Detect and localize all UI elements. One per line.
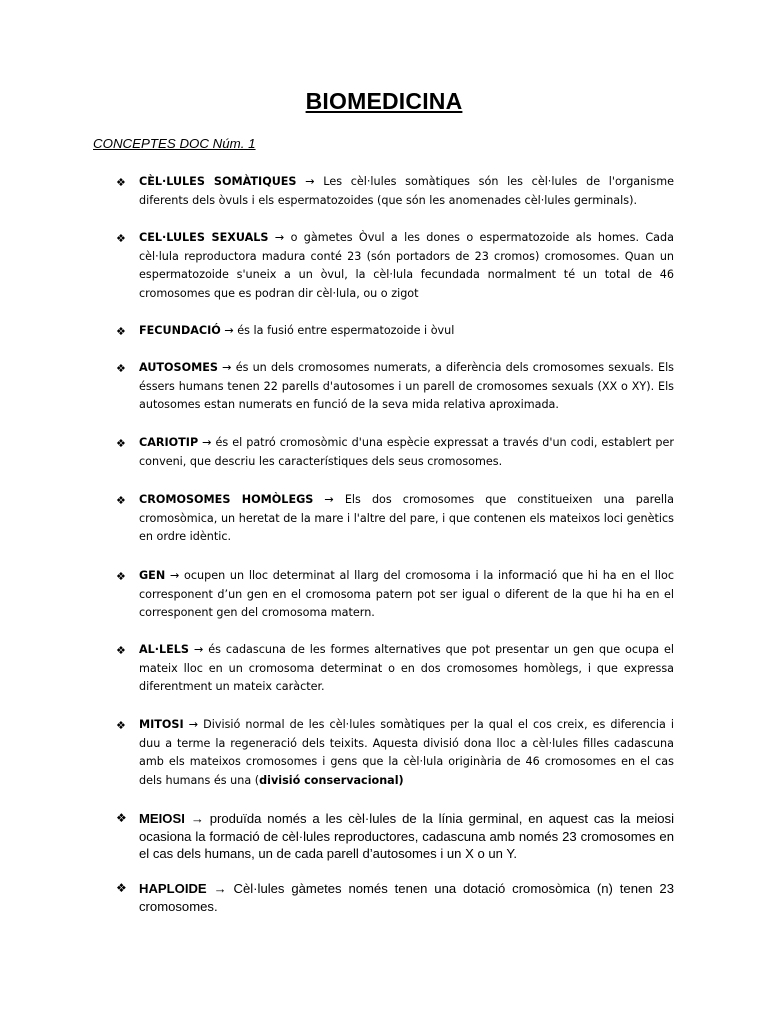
arrow-icon: → [213, 881, 227, 896]
definition-entry-cromosomes-homolegs [116, 491, 674, 547]
definition-text [139, 641, 674, 697]
term-label: AL·LELS [139, 643, 189, 656]
term-label: GEN [139, 569, 166, 582]
arrow-icon: → [190, 811, 204, 826]
definition-body: produïda només a les cèl·lules de la línia germinal, en aquest cas la meiosi ocasiona la formació de cèl·lules reproductores, cadascuna amb només 23 cromosomes en el cas dels humans, un de cada parell d’autosomes i un X o un Y. [139, 811, 674, 861]
term-label: CROMOSOMES HOMÒLEGS [139, 493, 314, 506]
arrow-icon: → [188, 718, 199, 731]
arrow-icon: → [274, 231, 285, 244]
bullet-icon: ❖ [116, 494, 126, 507]
document-title: BIOMEDICINA [305, 88, 463, 114]
term-label: MITOSI [139, 718, 184, 731]
definition-body: Els dos cromosomes que constitueixen una parella cromosòmica, un heretat de la mare i l'altre del pare, i que contenen els mateixos loci genètics en ordre idèntic. [139, 493, 674, 544]
definition-text [139, 716, 674, 791]
arrow-icon: → [193, 643, 204, 656]
definition-entry-autosomes [116, 359, 674, 415]
definition-body: és un dels cromosomes numerats, a diferència dels cromosomes sexuals. Els éssers humans tenen 22 parells d'autosomes i un parell de cromosomes sexuals (XX o XY). Els autosomes estan numerats en funció de la seva mida relativa aproximada. [139, 361, 675, 412]
definition-body: és el patró cromosòmic d'una espècie expressat a través d'un codi, establert per conveni, que descriu les característiques dels seus cromosomes. [139, 436, 674, 468]
term-label: AUTOSOMES [139, 361, 218, 374]
definition-body: ocupen un lloc determinat al llarg del cromosoma i la informació que hi ha en el lloc corresponent d’un gen en el cromosoma patern pot ser igual o diferent de la que hi ha en el corresponent gen del cromosoma matern. [139, 569, 675, 620]
arrow-icon: → [169, 569, 180, 582]
bullet-icon: ❖ [116, 232, 126, 245]
definition-entry-cariotip [116, 434, 674, 471]
arrow-icon: → [202, 436, 212, 449]
definition-entry-mitosi [116, 716, 674, 791]
arrow-icon: → [324, 493, 334, 506]
definition-body: o gàmetes Òvul a les dones o espermatozoide als homes. Cada cèl·lula reproductora madura conté 23 (són portadors de 23 cromos) cromosomes. Quan un espermatozoide s'uneix a un òvul, la cèl·lula fecundada normalment té un total de 46 cromosomes que es podran dir cèl·lula, ou o zigot [139, 231, 674, 301]
definition-text [139, 434, 674, 471]
definition-text [139, 359, 674, 415]
definition-text [139, 173, 674, 210]
bullet-icon: ❖ [116, 176, 126, 189]
bullet-icon: ❖ [116, 881, 127, 895]
bullet-icon: ❖ [116, 437, 126, 450]
definition-entry-meiosi [116, 810, 674, 863]
definition-entry-gen [116, 567, 674, 623]
definition-text [139, 229, 674, 304]
definition-entry-allels [116, 641, 674, 697]
definition-body: Cèl·lules gàmetes només tenen una dotació cromosòmica (n) tenen 23 cromosomes. [139, 881, 674, 914]
definition-text [139, 567, 674, 623]
definition-body: Divisió normal de les cèl·lules somàtiques per la qual el cos creix, es diferencia i duu a terme la regeneració dels teixits. Aquesta divisió dona lloc a cèl·lules filles cadascuna amb els mateixos cromosomes i gens que la cèl·lula originària de 46 cromosomes en el cas dels humans és una ( [139, 718, 674, 788]
definition-entry-haploide [116, 880, 674, 915]
bullet-icon: ❖ [116, 362, 126, 375]
arrow-icon: → [305, 175, 315, 188]
definition-text [139, 880, 674, 915]
definition-entry-cellules-somatiques [116, 173, 674, 210]
arrow-icon: → [224, 324, 234, 337]
bullet-icon: ❖ [116, 570, 126, 583]
term-label: CEL·LULES SEXUALS [139, 231, 269, 244]
definition-body: Les cèl·lules somàtiques són les cèl·lules de l'organisme diferents dels òvuls i els espermatozoides (que són les anomenades cèl·lules germinals). [139, 175, 674, 207]
bullet-icon: ❖ [116, 644, 126, 657]
term-label: MEIOSI [139, 811, 185, 826]
definition-emphasis: divisió conservacional) [259, 774, 404, 788]
term-label: CÈL·LULES SOMÀTIQUES [139, 175, 297, 188]
document-subtitle: CONCEPTES DOC Núm. 1 [93, 136, 256, 151]
definition-body: és cadascuna de les formes alternatives que pot presentar un gen que ocupa el mateix lloc en un cromosoma determinat o en dos cromosomes homòlegs, i que expressa diferentment un mateix caràcter. [139, 643, 675, 694]
term-label: CARIOTIP [139, 436, 199, 449]
bullet-icon: ❖ [116, 325, 126, 338]
definition-text [139, 810, 674, 863]
bullet-icon: ❖ [116, 811, 127, 825]
definition-entry-cellules-sexuals [116, 229, 674, 304]
arrow-icon: → [222, 361, 232, 374]
definition-text [139, 322, 674, 341]
definition-body: és la fusió entre espermatozoide i òvul [237, 324, 455, 337]
definition-entry-fecundacio [116, 322, 674, 341]
term-label: HAPLOIDE [139, 881, 207, 896]
bullet-icon: ❖ [116, 719, 126, 732]
definition-text [139, 491, 674, 547]
term-label: FECUNDACIÓ [139, 324, 221, 337]
